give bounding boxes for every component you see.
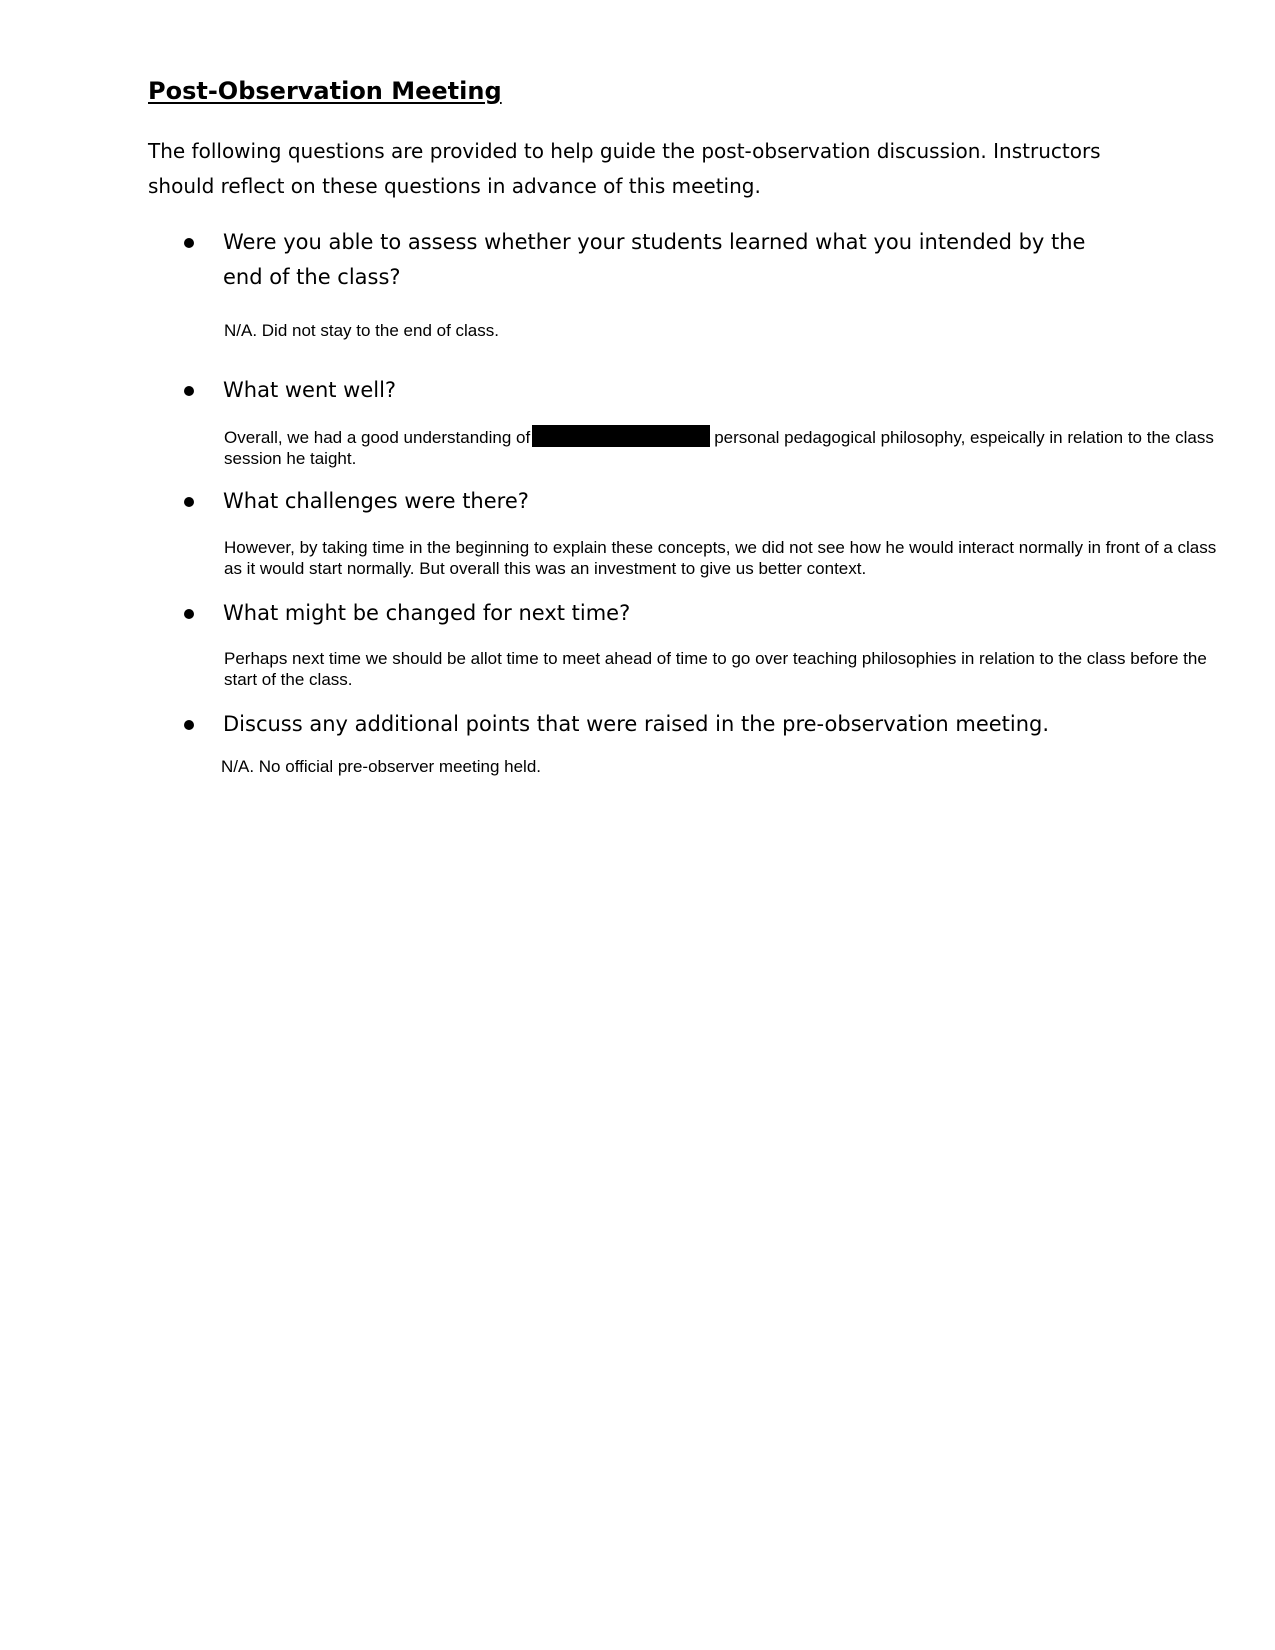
question-challenges: What challenges were there? xyxy=(223,489,529,513)
bullet-dot xyxy=(184,238,194,248)
bullet-icon xyxy=(182,373,196,408)
intro-paragraph: The following questions are provided to help guide the post-observation discussion. Instructors should reflect on these questions in advance of this meeting. xyxy=(148,139,1101,198)
page-title: Post-Observation Meeting xyxy=(148,77,502,105)
answer-went-well-end: personal pedagogical philosophy, espeically in relation to the class session he taight. xyxy=(224,428,1214,468)
answer-went-well-start: Overall, we had a good understanding of xyxy=(224,428,531,447)
question-next-time: What might be changed for next time? xyxy=(223,601,631,625)
bullet-icon xyxy=(182,596,196,631)
bullet-dot xyxy=(184,609,194,619)
question-assess-learning: Were you able to assess whether your students learned what you intended by the end of the class? xyxy=(223,230,1086,289)
bullet-icon xyxy=(182,707,196,742)
bullet-dot xyxy=(184,497,194,507)
bullet-dot xyxy=(184,720,194,730)
bullet-icon xyxy=(182,225,196,260)
answer-next-time: Perhaps next time we should be allot time to meet ahead of time to go over teaching philosophies in relation to the class before the start of the class. xyxy=(224,649,1207,689)
redaction-block xyxy=(532,425,710,447)
bullet-icon xyxy=(182,484,196,519)
bullet-dot xyxy=(184,386,194,396)
question-additional-points: Discuss any additional points that were raised in the pre-observation meeting. xyxy=(223,712,1050,736)
answer-assess-learning: N/A. Did not stay to the end of class. xyxy=(224,321,499,340)
question-went-well: What went well? xyxy=(223,378,397,402)
answer-additional-points: N/A. No official pre-observer meeting held. xyxy=(221,757,542,776)
answer-challenges: However, by taking time in the beginning to explain these concepts, we did not see how he would interact normally in front of a class as it would start normally. But overall this was an investment to give us better context. xyxy=(224,538,1217,578)
answer-went-well xyxy=(224,425,1234,469)
